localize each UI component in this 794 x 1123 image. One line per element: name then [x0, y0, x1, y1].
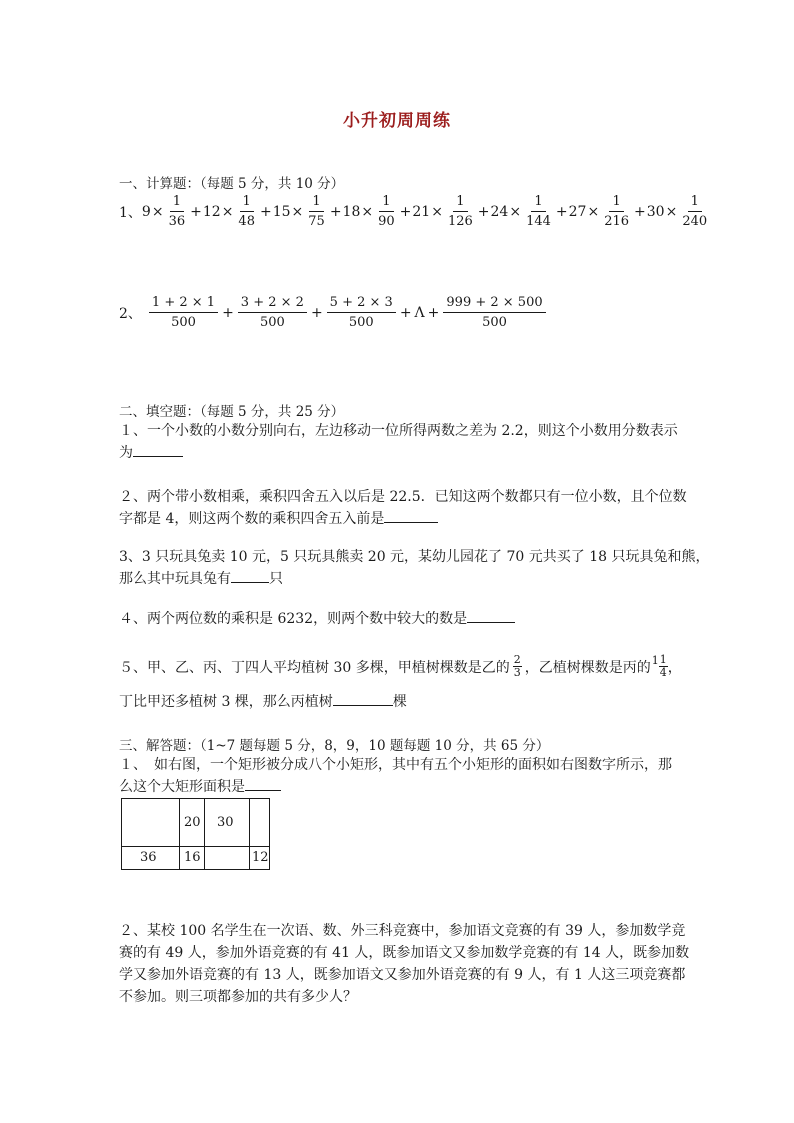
fraction-numerator: 3 + 2 × 2 — [238, 294, 307, 313]
solve-q2-line3: 学又参加外语竞赛的有 13 人，既参加语文又参加外语竞赛的有 9 人，有 1 人这三项竞赛都 — [119, 967, 686, 983]
fill-q5-text-2: ，乙植树棵数是丙的 — [524, 659, 651, 676]
solve-q2-line4: 不参加。则三项都参加的共有多少人？ — [119, 989, 357, 1005]
fill-q4-text: ４、两个两位数的乘积是 6232，则两个数中较大的数是 — [119, 611, 468, 627]
fill-q5-answer-blank[interactable] — [333, 691, 393, 706]
term-whole: 27 — [568, 203, 587, 220]
fill-q1-line2 — [119, 442, 183, 462]
fraction-denominator: 500 — [171, 315, 196, 330]
fill-q3-line2 — [119, 568, 283, 588]
fraction-denominator: 90 — [378, 214, 395, 229]
plus-sign: + — [399, 203, 412, 220]
term-whole: 30 — [646, 203, 665, 220]
section-3-heading: 三、解答题：（1~7 题每题 5 分，8，9，10 题每题 10 分，共 65 分） — [119, 738, 550, 754]
term-fraction — [679, 193, 710, 230]
plus-sign: + — [555, 203, 568, 220]
times-sign: × — [431, 203, 443, 220]
grid-cell-30: 30 — [217, 815, 234, 830]
times-sign: × — [587, 203, 600, 220]
times-sign: × — [151, 203, 164, 220]
term-whole: 12 — [202, 203, 221, 220]
times-sign: × — [665, 203, 678, 220]
fraction-denominator: 36 — [168, 214, 186, 229]
fraction-numerator: 1 — [170, 193, 184, 212]
q1-1-expression — [119, 193, 711, 230]
plus-sign: + — [222, 304, 234, 321]
term-whole: 15 — [272, 203, 291, 220]
plus-sign: + — [190, 203, 202, 220]
times-sign: × — [291, 203, 304, 220]
term-fraction — [166, 193, 189, 230]
grid-divider-h1 — [122, 846, 269, 847]
grid-cell-12: 12 — [252, 850, 269, 865]
fraction-denominator: 500 — [348, 315, 374, 330]
fraction-denominator: 216 — [604, 214, 630, 229]
fill-q2-line2 — [119, 508, 438, 528]
solve-q1-answer-blank[interactable] — [245, 776, 281, 791]
fill-q5-unit: 棵 — [392, 694, 407, 710]
fill-q5-fraction-num: 2 — [513, 653, 521, 666]
plus-sign: + — [634, 203, 646, 220]
fraction-denominator: 75 — [308, 214, 325, 229]
section-2-heading: 二、填空题：（每题 5 分，共 25 分） — [119, 404, 345, 420]
plus-sign: + — [329, 203, 342, 220]
term-fraction — [327, 294, 396, 331]
fraction-denominator: 48 — [238, 214, 255, 229]
fraction-numerator: 5 + 2 × 3 — [327, 294, 396, 313]
plus-sign: + — [399, 304, 412, 321]
fill-q3-line1: 3、3 只玩具兔卖 10 元，5 只玩具熊卖 20 元，某幼儿园花了 70 元共买了 18 只玩具兔和熊， — [119, 549, 710, 565]
fraction-denominator: 144 — [526, 214, 551, 229]
fraction-numerator: 999 + 2 × 500 — [443, 294, 545, 313]
fraction-numerator: 1 — [240, 193, 254, 212]
grid-divider-v1 — [179, 799, 180, 869]
solve-q1-line2 — [119, 776, 281, 796]
term-whole: 21 — [412, 203, 431, 220]
solve-q2-line2: 赛的有 49 人，参加外语竞赛的有 41 人，既参加语文又参加数学竞赛的有 14 人，既参加数 — [119, 945, 690, 961]
fill-q1-answer-blank[interactable] — [133, 442, 183, 457]
q1-2-expression — [119, 294, 547, 331]
fill-q3-text: 那么其中玩具兔有 — [119, 571, 231, 587]
fill-q5-text-3: ， — [667, 659, 682, 676]
solve-q1-line1: １、 如右图，一个矩形被分成八个小矩形，其中有五个小矩形的面积如右图数字所示，那 — [119, 757, 672, 773]
term-fraction — [443, 294, 545, 331]
fraction-numerator: 1 — [379, 193, 393, 212]
fill-q1-line1: １、一个小数的小数分别向右，左边移动一位所得两数之差为 2.2，则这个小数用分数表示 — [119, 423, 678, 439]
fraction-denominator: 240 — [682, 214, 708, 229]
fill-q4-line1 — [119, 608, 515, 628]
fill-q2-line1: ２、两个带小数相乘，乘积四舍五入以后是 22.5．已知这两个数都只有一位小数，且个位数 — [119, 489, 687, 505]
fill-q4-answer-blank[interactable] — [467, 608, 515, 623]
q1-2-label: 2、 — [119, 305, 142, 322]
fill-q5-mixed-number — [652, 654, 668, 679]
plus-sign: + — [427, 304, 440, 321]
ellipsis-symbol: Λ — [414, 304, 425, 321]
fill-q5-mixed-den: 4 — [659, 666, 667, 679]
fill-q5-mixed-whole: 1 — [651, 654, 659, 667]
grid-cell-20: 20 — [184, 815, 201, 830]
term-fraction — [523, 193, 554, 230]
fill-q5-fraction — [513, 654, 522, 679]
solve-q1-text: 么这个大矩形面积是 — [119, 779, 245, 795]
plus-sign: + — [310, 304, 323, 321]
times-sign: × — [509, 203, 522, 220]
grid-divider-v3 — [249, 799, 250, 869]
rectangle-grid-figure — [121, 798, 270, 870]
term-fraction — [601, 193, 632, 230]
plus-sign: + — [259, 203, 272, 220]
fraction-denominator: 500 — [482, 315, 507, 330]
term-fraction — [375, 193, 398, 230]
q1-1-label: 1、 — [119, 204, 142, 221]
fill-q5-line2 — [119, 691, 407, 711]
term-fraction — [445, 193, 476, 230]
fraction-numerator: 1 — [609, 193, 623, 212]
fill-q5-mixed-fraction — [659, 654, 668, 679]
fraction-numerator: 1 + 2 × 1 — [149, 294, 218, 313]
grid-divider-v2 — [204, 799, 205, 869]
fill-q5-fraction-den: 3 — [513, 666, 521, 679]
term-fraction — [149, 294, 218, 331]
times-sign: × — [221, 203, 234, 220]
term-whole: 18 — [342, 203, 361, 220]
fill-q3-answer-blank[interactable] — [231, 568, 269, 583]
plus-sign: + — [477, 203, 490, 220]
fraction-denominator: 500 — [259, 315, 285, 330]
term-fraction — [238, 294, 307, 331]
fill-q2-text: 字都是 4，则这两个数的乘积四舍五入前是 — [119, 511, 385, 527]
fill-q2-answer-blank[interactable] — [384, 508, 438, 523]
section-1-heading: 一、计算题：（每题 5 分，共 10 分） — [119, 176, 345, 192]
grid-cell-36: 36 — [140, 850, 157, 865]
solve-q2-line1: ２、某校 100 名学生在一次语、数、外三科竞赛中，参加语文竞赛的有 39 人，参加数学竞 — [119, 923, 686, 939]
fill-q5-text-1: ５、甲、乙、丙、丁四人平均植树 30 多棵，甲植树棵数是乙的 — [119, 659, 510, 676]
fill-q1-text: 为 — [119, 445, 133, 461]
page-title: 小升初周周练 — [343, 111, 451, 131]
fill-q5-mixed-num: 1 — [659, 653, 667, 666]
grid-cell-16: 16 — [184, 850, 201, 865]
fraction-numerator: 1 — [453, 193, 467, 212]
term-whole: 9 — [141, 203, 151, 220]
fraction-denominator: 126 — [447, 214, 473, 229]
fraction-numerator: 1 — [531, 193, 545, 212]
fraction-numerator: 1 — [309, 193, 323, 212]
term-fraction — [235, 193, 258, 230]
times-sign: × — [361, 203, 374, 220]
fill-q5-text-4: 丁比甲还多植树 3 棵，那么丙植树 — [119, 694, 333, 710]
fill-q5-line1 — [119, 654, 682, 679]
term-whole: 24 — [490, 203, 509, 220]
fraction-numerator: 1 — [688, 193, 702, 212]
fill-q3-unit: 只 — [269, 571, 283, 587]
term-fraction — [305, 193, 328, 230]
